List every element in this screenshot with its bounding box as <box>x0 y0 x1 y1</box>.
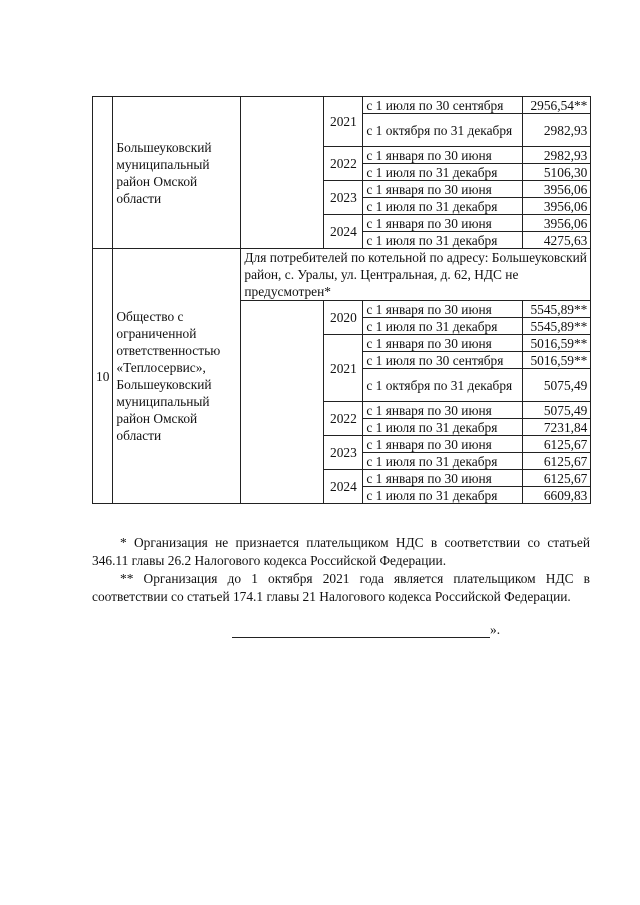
year-cell: 2024 <box>324 215 363 249</box>
value-cell: 5545,89** <box>523 301 591 318</box>
value-cell: 2982,93 <box>523 114 591 147</box>
closing-line <box>232 622 500 638</box>
period-cell: с 1 октября по 31 декабря <box>363 369 523 402</box>
empty-cell <box>241 97 324 249</box>
year-cell: 2024 <box>324 470 363 504</box>
period-cell: с 1 июля по 31 декабря <box>363 232 523 249</box>
period-cell: с 1 июля по 30 сентября <box>363 352 523 369</box>
tariff-table <box>92 96 591 504</box>
period-cell: с 1 января по 30 июня <box>363 181 523 198</box>
value-cell: 5016,59** <box>523 335 591 352</box>
organization-cell: Общество с ограниченной ответственностью «Теплосервис», Большеуковский муниципальный район Омской области <box>113 249 241 504</box>
period-cell: с 1 июля по 31 декабря <box>363 198 523 215</box>
row-number-cell: 10 <box>93 249 113 504</box>
value-cell: 5106,30 <box>523 164 591 181</box>
value-cell: 2956,54** <box>523 97 591 114</box>
organization-cell: Большеуковский муниципальный район Омской области <box>113 97 241 249</box>
period-cell: с 1 июля по 30 сентября <box>363 97 523 114</box>
period-cell: с 1 июля по 31 декабря <box>363 164 523 181</box>
year-cell: 2021 <box>324 335 363 402</box>
year-cell: 2022 <box>324 402 363 436</box>
year-cell: 2020 <box>324 301 363 335</box>
value-cell: 3956,06 <box>523 215 591 232</box>
year-cell: 2023 <box>324 181 363 215</box>
value-cell: 4275,63 <box>523 232 591 249</box>
period-cell: с 1 июля по 31 декабря <box>363 318 523 335</box>
table-row <box>93 249 591 301</box>
year-cell: 2023 <box>324 436 363 470</box>
period-cell: с 1 января по 30 июня <box>363 147 523 164</box>
period-cell: с 1 января по 30 июня <box>363 301 523 318</box>
period-cell: с 1 января по 30 июня <box>363 335 523 352</box>
table-row <box>93 97 591 114</box>
row-number-cell <box>93 97 113 249</box>
value-cell: 6125,67 <box>523 453 591 470</box>
period-cell: с 1 января по 30 июня <box>363 470 523 487</box>
footnotes <box>92 534 590 606</box>
value-cell: 7231,84 <box>523 419 591 436</box>
footnote-vat-payer: ** Организация до 1 октября 2021 года является плательщиком НДС в соответствии со статьей 174.1 главы 21 Налогового кодекса Российской Федерации. <box>92 571 590 604</box>
value-cell: 2982,93 <box>523 147 591 164</box>
value-cell: 6125,67 <box>523 470 591 487</box>
empty-cell <box>241 301 324 504</box>
year-cell: 2022 <box>324 147 363 181</box>
value-cell: 5545,89** <box>523 318 591 335</box>
value-cell: 5016,59** <box>523 352 591 369</box>
period-cell: с 1 октября по 31 декабря <box>363 114 523 147</box>
value-cell: 3956,06 <box>523 181 591 198</box>
consumer-note-cell: Для потребителей по котельной по адресу: Большеуковский район, с. Уралы, ул. Центральная, д. 62, НДС не предусмотрен* <box>241 249 591 301</box>
value-cell: 6609,83 <box>523 487 591 504</box>
period-cell: с 1 июля по 31 декабря <box>363 453 523 470</box>
footnote-vat-exempt: * Организация не признается плательщиком НДС в соответствии со статьей 346.11 главы 26.2 Налогового кодекса Российской Федерации. <box>92 535 590 568</box>
signature-underline <box>232 623 490 638</box>
period-cell: с 1 июля по 31 декабря <box>363 419 523 436</box>
year-cell: 2021 <box>324 97 363 147</box>
closing-quote: ». <box>490 622 501 637</box>
period-cell: с 1 января по 30 июня <box>363 215 523 232</box>
period-cell: с 1 июля по 31 декабря <box>363 487 523 504</box>
value-cell: 6125,67 <box>523 436 591 453</box>
value-cell: 5075,49 <box>523 369 591 402</box>
value-cell: 3956,06 <box>523 198 591 215</box>
value-cell: 5075,49 <box>523 402 591 419</box>
period-cell: с 1 января по 30 июня <box>363 436 523 453</box>
period-cell: с 1 января по 30 июня <box>363 402 523 419</box>
